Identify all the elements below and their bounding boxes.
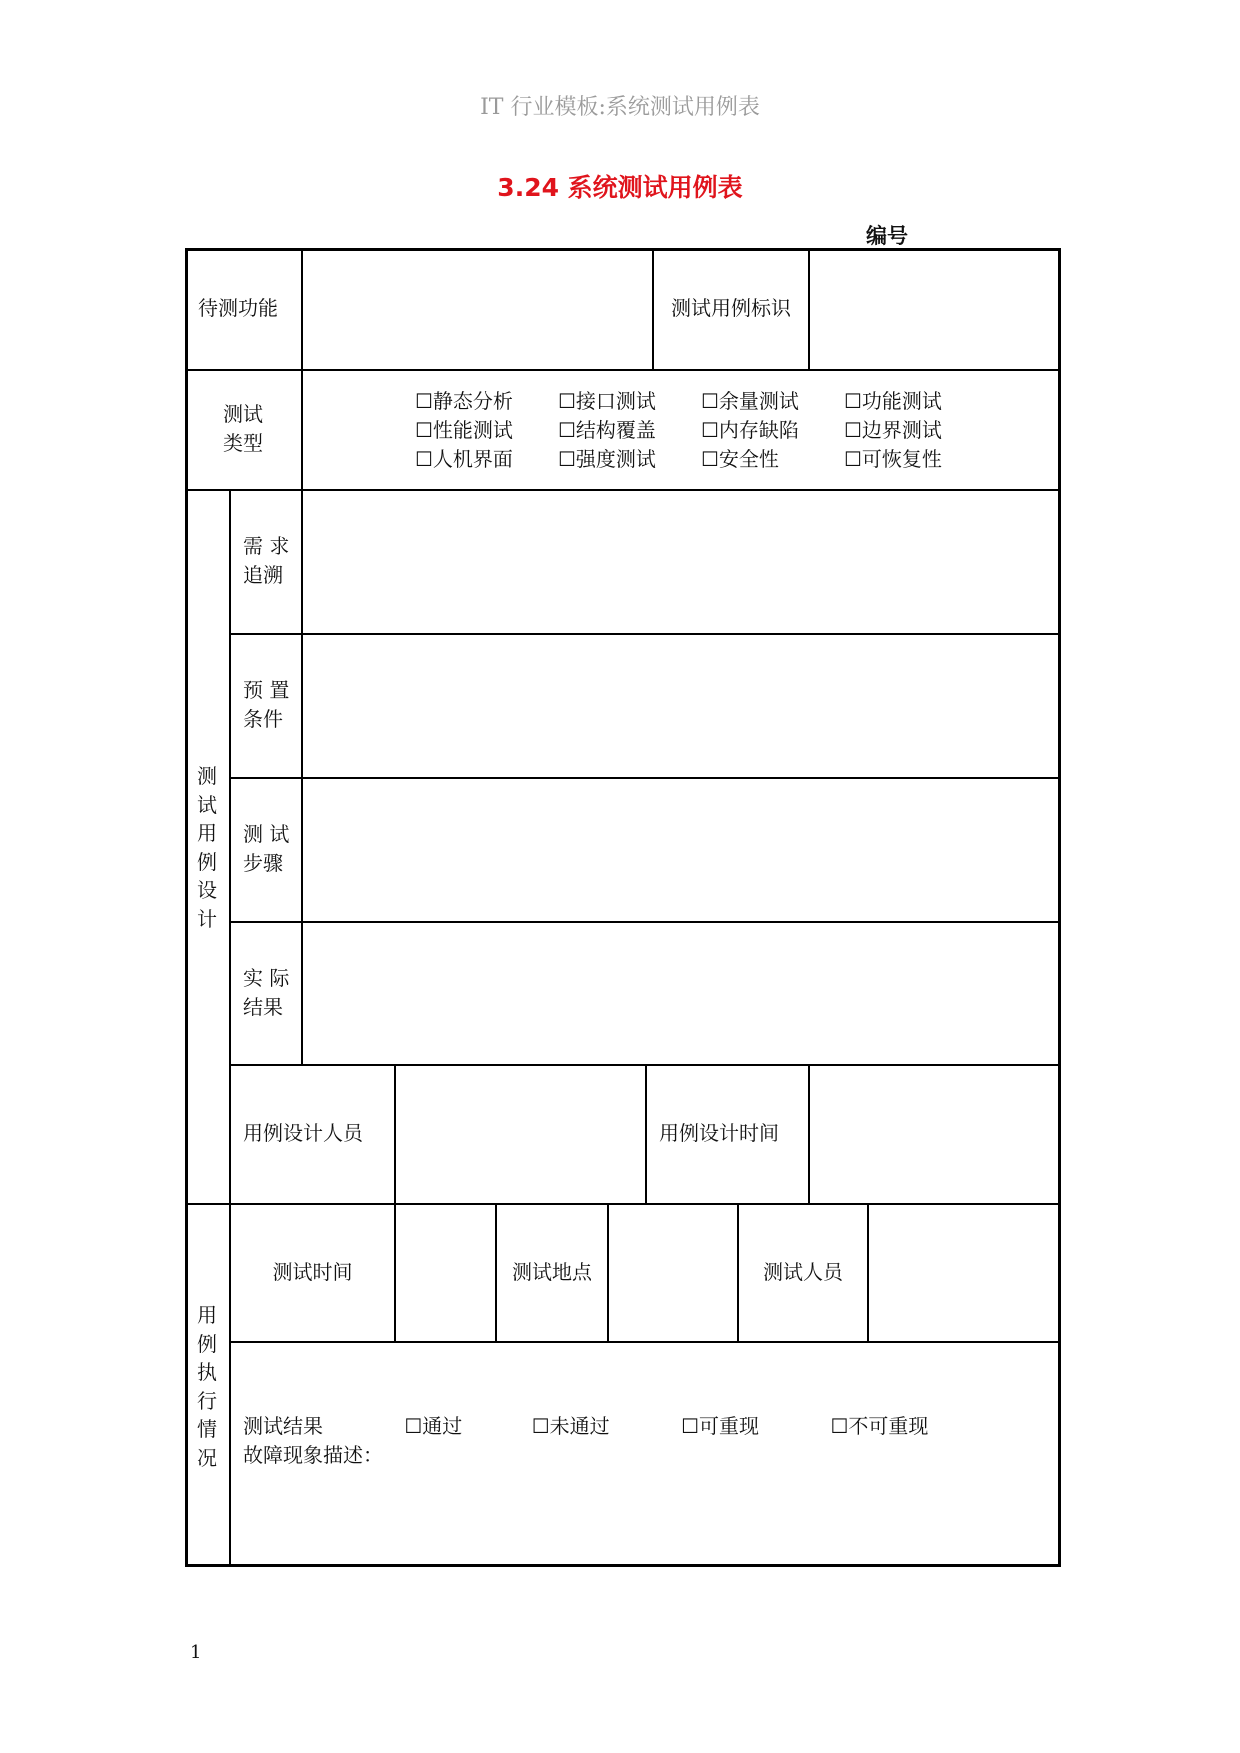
test-type-option[interactable]: ☐边界测试: [844, 418, 942, 442]
designer-value[interactable]: [396, 1066, 643, 1201]
result-option-not-reproducible[interactable]: ☐不可重现: [830, 1414, 929, 1438]
page-number: 1: [190, 1642, 202, 1663]
test-type-option[interactable]: ☐强度测试: [558, 447, 656, 471]
result-option-pass[interactable]: ☐通过: [404, 1414, 463, 1438]
test-type-option[interactable]: ☐人机界面: [415, 447, 513, 471]
row-divider: [229, 1341, 1061, 1343]
function-label: 待测功能: [198, 296, 278, 320]
precondition-label: 预 置条件: [243, 678, 290, 731]
test-place-label: 测试地点: [512, 1259, 592, 1284]
test-type-options: [415, 387, 987, 474]
test-place-value[interactable]: [609, 1205, 735, 1339]
case-id-value[interactable]: [810, 250, 1058, 367]
result-option-reproducible[interactable]: ☐可重现: [681, 1414, 760, 1438]
serial-number-label: 编号: [866, 224, 908, 248]
test-type-option[interactable]: ☐静态分析: [415, 389, 513, 413]
test-result-label: 测试结果: [243, 1414, 323, 1438]
actual-result-label: 实 际结果: [243, 965, 290, 1019]
actual-result-value[interactable]: [303, 923, 1058, 1062]
row-divider: [185, 369, 1061, 371]
requirement-trace-value[interactable]: [303, 491, 1058, 631]
test-type-option[interactable]: ☐结构覆盖: [558, 418, 656, 442]
test-type-option[interactable]: ☐可恢复性: [844, 447, 942, 471]
tester-label: 测试人员: [763, 1259, 843, 1284]
test-steps-value[interactable]: [303, 779, 1058, 919]
execution-group-label: 用例执行情况: [197, 1303, 217, 1470]
design-time-value[interactable]: [810, 1066, 1058, 1201]
design-time-label: 用例设计时间: [659, 1121, 779, 1145]
test-type-label: 测试类型: [223, 402, 263, 455]
test-steps-label: 测 试步骤: [243, 822, 290, 875]
requirement-trace-label: 需 求追溯: [243, 534, 290, 587]
test-time-value[interactable]: [396, 1205, 493, 1339]
tester-value[interactable]: [869, 1205, 1058, 1339]
precondition-value[interactable]: [303, 635, 1058, 775]
col-divider: [645, 1064, 647, 1203]
function-value[interactable]: [303, 250, 650, 367]
test-type-option[interactable]: ☐性能测试: [415, 418, 513, 442]
designer-label: 用例设计人员: [243, 1121, 363, 1145]
page-header: IT 行业模板:系统测试用例表: [480, 95, 760, 120]
form-title: 3.24 系统测试用例表: [497, 173, 743, 202]
test-type-option[interactable]: ☐安全性: [701, 447, 779, 471]
col-divider: [229, 489, 231, 1567]
design-group-label: 测试用例设计: [197, 764, 217, 931]
test-type-option[interactable]: ☐接口测试: [558, 389, 656, 413]
test-result-line: [243, 1412, 928, 1441]
result-option-fail[interactable]: ☐未通过: [531, 1414, 610, 1438]
fault-description-label: 故障现象描述：: [243, 1443, 383, 1467]
case-id-label: 测试用例标识: [671, 296, 791, 320]
test-type-option[interactable]: ☐余量测试: [701, 389, 799, 413]
test-time-label: 测试时间: [272, 1259, 353, 1284]
test-type-option[interactable]: ☐内存缺陷: [701, 418, 799, 442]
test-type-option[interactable]: ☐功能测试: [844, 389, 942, 413]
